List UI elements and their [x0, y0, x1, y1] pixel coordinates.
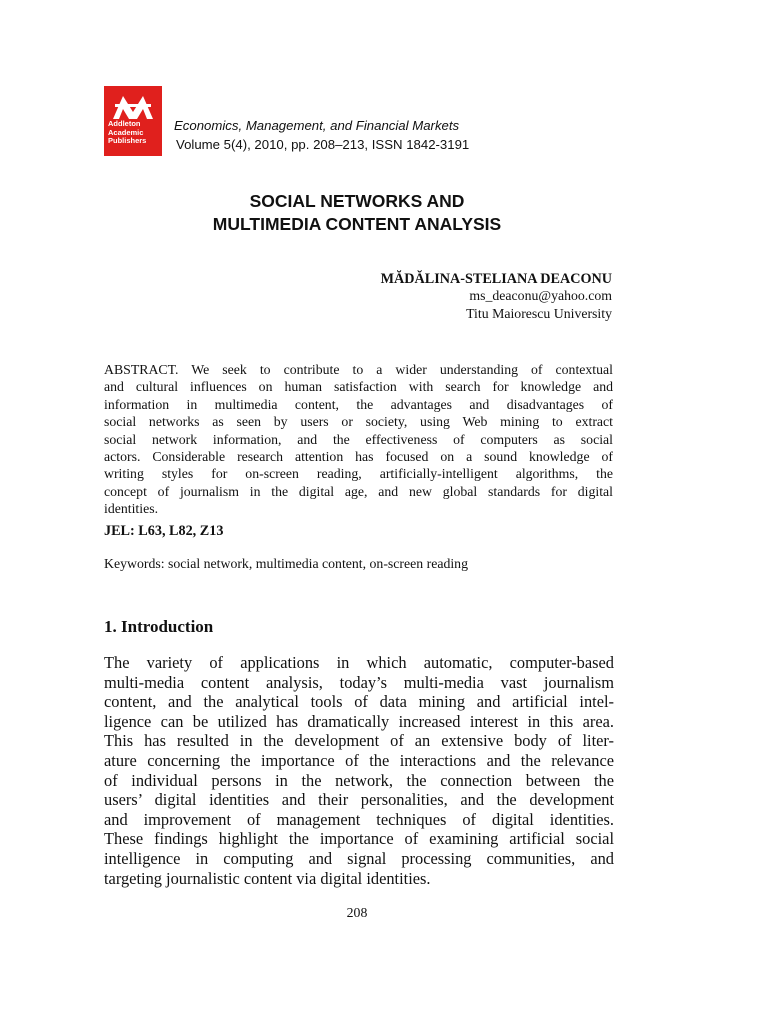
body-line: multi-media content analysis, today’s multi-media vast journalism [104, 672, 614, 692]
publisher-logo-text [108, 120, 164, 146]
section-heading: 1. Introduction [104, 617, 214, 636]
body-line: content, and the analytical tools of data mining and artificial intel- [104, 692, 614, 712]
article-title-line: SOCIAL NETWORKS AND [249, 191, 465, 211]
abstract-line: information in multimedia content, the advantages and disadvantages of [104, 396, 613, 412]
body-line: and improvement of management techniques of digital identities. [104, 809, 614, 829]
abstract-line: writing styles for on-screen reading, artificially-intelligent algorithms, the [104, 466, 613, 482]
author-affiliation: Titu Maiorescu University [466, 306, 612, 321]
logo-line: Addleton [108, 119, 141, 128]
abstract [104, 361, 613, 518]
article-title-line: MULTIMEDIA CONTENT ANALYSIS [212, 214, 502, 234]
body-line: users’ digital identities and their personalities, and the development [104, 790, 614, 810]
introduction-body [104, 653, 614, 888]
abstract-line: identities. [104, 501, 159, 517]
body-line: These findings highlight the importance of examining artificial social [104, 829, 614, 849]
journal-name: Economics, Management, and Financial Markets [174, 118, 460, 133]
body-line: intelligence in computing and signal processing communities, and [104, 848, 614, 868]
page-number: 208 [346, 905, 368, 920]
jel-codes: JEL: L63, L82, Z13 [104, 523, 224, 539]
abstract-line: social networks as seen by users or society, using Web mining to extract [104, 414, 613, 430]
abstract-line: and cultural influences on human satisfaction with search for knowledge and [104, 379, 613, 395]
abstract-line: concept of journalism in the digital age, and new global standards for digital [104, 483, 613, 499]
keywords: Keywords: social network, multimedia content, on-screen reading [104, 556, 468, 571]
logo-line: Publishers [108, 136, 147, 146]
publisher-logo [104, 86, 162, 156]
body-line: of individual persons in the network, the connection between the [104, 770, 614, 790]
body-line: This has resulted in the development of an extensive body of liter- [104, 731, 614, 751]
body-line: ature concerning the importance of the interactions and the relevance [104, 750, 614, 770]
abstract-line: actors. Considerable research attention has focused on a sound knowledge of [104, 449, 613, 465]
author-name: MĂDĂLINA-STELIANA DEACONU [380, 271, 612, 287]
body-line: The variety of applications in which automatic, computer-based [104, 653, 614, 672]
author-email: ms_deaconu@yahoo.com [469, 288, 612, 303]
body-line: targeting journalistic content via digital identities. [104, 868, 431, 888]
journal-volume: Volume 5(4), 2010, pp. 208–213, ISSN 1842-3191 [176, 137, 470, 152]
abstract-line: ABSTRACT. We seek to contribute to a wider understanding of contextual [104, 362, 613, 377]
logo-line: Academic [108, 127, 144, 137]
body-line: ligence can be utilized has dramatically increased interest in this area. [104, 711, 614, 731]
publisher-logo-mark-icon [111, 90, 155, 120]
abstract-line: social network information, and the effectiveness of computers as social [104, 431, 613, 447]
